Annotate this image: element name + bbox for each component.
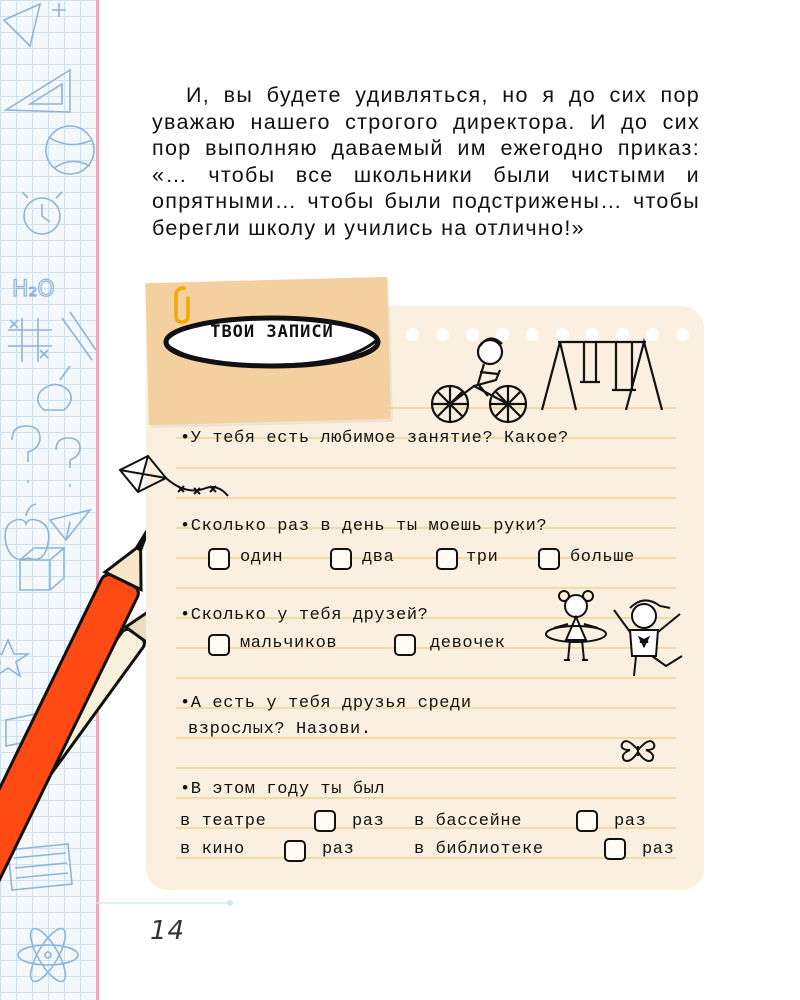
place-pool: в бассейне <box>414 812 523 831</box>
section-title: ТВОИ ЗАПИСИ <box>210 322 334 342</box>
question-hand-washing: •Сколько раз в день ты моешь руки? <box>180 517 548 536</box>
checkbox-twice[interactable] <box>330 548 352 570</box>
unit-theater: раз <box>352 812 385 831</box>
option-three: три <box>466 548 499 567</box>
checkbox-cinema-count[interactable] <box>284 840 306 862</box>
jumping-boy <box>610 598 696 680</box>
place-library: в библиотеке <box>414 840 544 859</box>
question-adult-friends-cont: взрослых? Назови. <box>188 720 372 739</box>
girl-with-hoop <box>540 588 614 670</box>
swing-set <box>536 336 666 412</box>
place-theater: в театре <box>180 812 267 831</box>
story-paragraph: И, вы будете удивляться, но я до сих пор уважаю нашего строгого директора. И до сих пор выполняю даваемый им ежегодно приказ: «… чтобы все школьники были чистыми и опрятными… чтобы были подстрижены… чтобы берегли школу и учились на отлично!» <box>152 83 700 240</box>
option-more: больше <box>570 548 635 567</box>
kite-icon <box>116 452 232 506</box>
option-boys: мальчиков <box>240 634 338 653</box>
footer-rule <box>96 898 236 908</box>
checkbox-once[interactable] <box>208 548 230 570</box>
question-adult-friends: •А есть у тебя друзья среди <box>180 694 472 713</box>
checkbox-girls[interactable] <box>394 634 416 656</box>
page-number: 14 <box>150 916 186 946</box>
question-friends-count: •Сколько у тебя друзей? <box>180 606 429 625</box>
question-this-year: •В этом году ты был <box>180 780 386 799</box>
unit-pool: раз <box>614 812 647 831</box>
option-once: один <box>240 548 284 567</box>
option-twice: два <box>362 548 395 567</box>
svg-text:H₂O: H₂O <box>12 277 55 302</box>
boy-on-bicycle <box>430 334 530 426</box>
checkbox-three[interactable] <box>436 548 458 570</box>
unit-cinema: раз <box>322 840 355 859</box>
checkbox-theater-count[interactable] <box>314 810 336 832</box>
unit-library: раз <box>642 840 675 859</box>
option-girls: девочек <box>430 634 506 653</box>
butterfly-icon <box>618 736 658 764</box>
checkbox-library-count[interactable] <box>604 838 626 860</box>
checkbox-boys[interactable] <box>208 634 230 656</box>
checkbox-more[interactable] <box>538 548 560 570</box>
checkbox-pool-count[interactable] <box>576 810 598 832</box>
place-cinema: в кино <box>180 840 245 859</box>
question-favorite-activity: •У тебя есть любимое занятие? Какое? <box>180 429 569 448</box>
